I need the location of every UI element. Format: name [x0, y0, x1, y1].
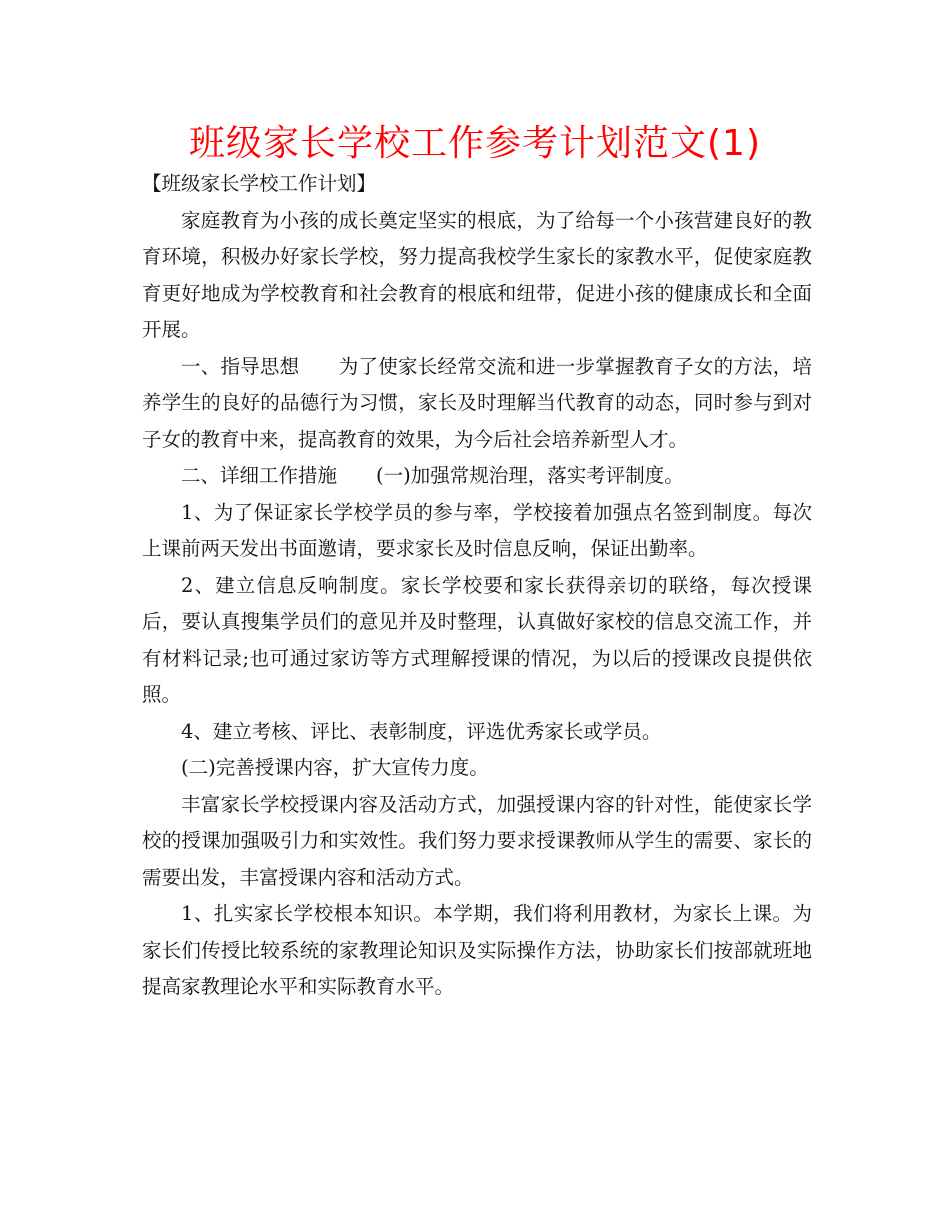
paragraph-measure-4: 4、建立考核、评比、表彰制度，评选优秀家长或学员。 — [181, 719, 662, 743]
paragraph-intro: 家庭教育为小孩的成长奠定坚实的根底，为了给每一个小孩营建良好的教育环境，积极办好家长学校，努力提高我校学生家长的家教水平，促使家庭教育更好地成为学校教育和社会教育的根底和纽带，促进小孩的健康成长和全面开展。 — [142, 208, 812, 341]
document-body — [142, 166, 812, 1006]
paragraph-enrich-content: 丰富家长学校授课内容及活动方式，加强授课内容的针对性，能使家长学校的授课加强吸引力和实效性。我们努力要求授课教师从学生的需要、家长的需要出发，丰富授课内容和活动方式。 — [142, 792, 812, 889]
paragraph-measure-2: 2、建立信息反响制度。家长学校要和家长获得亲切的联络，每次授课后，要认真搜集学员们的意见并及时整理，认真做好家校的信息交流工作，并有材料记录;也可通过家访等方式理解授课的情况，为以后的授课改良提供依照。 — [142, 573, 812, 706]
paragraph-measure-1: 1、为了保证家长学校学员的参与率，学校接着加强点名签到制度。每次上课前两天发出书面邀请，要求家长及时信息反响，保证出勤率。 — [142, 500, 812, 560]
page-title: 班级家长学校工作参考计划范文(1) — [189, 123, 761, 164]
paragraph-section-2-heading: (二)完善授课内容，扩大宣传力度。 — [181, 756, 489, 779]
paragraph-guiding-thought: 一、指导思想 为了使家长经常交流和进一步掌握教育子女的方法，培养学生的良好的品德行为习惯，家长及时理解当代教育的动态，同时参与到对子女的教育中来，提高教育的效果，为今后社会培养新型人才。 — [142, 354, 812, 451]
paragraph-basic-knowledge: 1、扎实家长学校根本知识。本学期，我们将利用教材，为家长上课。为家长们传授比较系统的家教理论知识及实际操作方法，协助家长们按部就班地提高家教理论水平和实际教育水平。 — [142, 902, 812, 998]
document-subtitle: 【班级家长学校工作计划】 — [142, 172, 377, 195]
paragraph-measures-heading: 二、详细工作措施 (一)加强常规治理，落实考评制度。 — [181, 464, 684, 487]
